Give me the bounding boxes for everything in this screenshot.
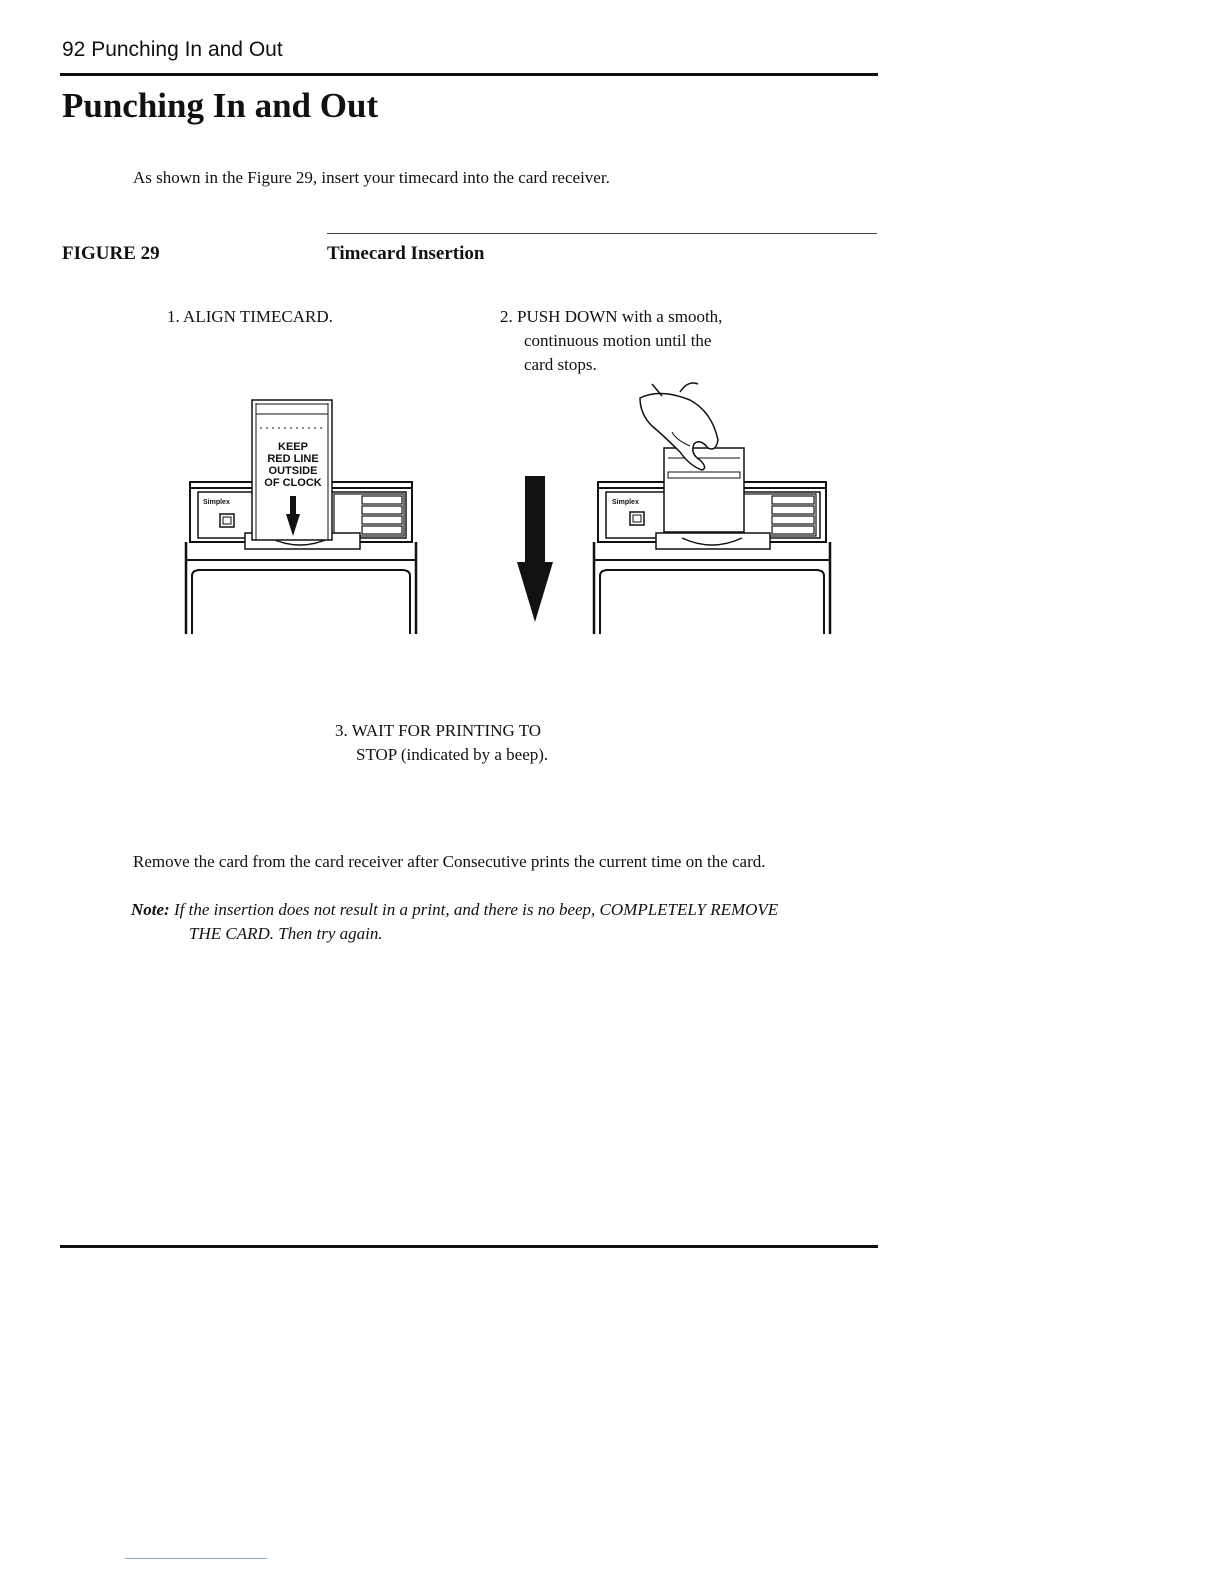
intro-paragraph: As shown in the Figure 29, insert your timecard into the card receiver. bbox=[133, 168, 610, 187]
step-2-line-2: continuous motion until the bbox=[524, 331, 712, 350]
card-text-2: RED LINE bbox=[267, 453, 319, 465]
remove-card-paragraph: Remove the card from the card receiver after Consecutive prints the current time on the card. bbox=[133, 852, 766, 871]
card-text-4: OF CLOCK bbox=[264, 477, 322, 489]
step-3-line-1: 3. WAIT FOR PRINTING TO bbox=[335, 721, 542, 740]
footer-rule bbox=[60, 1245, 878, 1248]
step-3-line-2: STOP (indicated by a beep). bbox=[356, 745, 549, 764]
figure-label: FIGURE 29 bbox=[62, 243, 160, 264]
figure-title: Timecard Insertion bbox=[327, 243, 485, 264]
step-1-caption: 1. ALIGN TIMECARD. bbox=[167, 307, 333, 326]
timecard-right bbox=[664, 448, 744, 532]
note-line-1: If the insertion does not result in a print, and there is no beep, COMPLETELY REMOVE bbox=[173, 900, 779, 919]
note-line-2: THE CARD. Then try again. bbox=[189, 924, 383, 943]
brand-label-left: Simplex bbox=[203, 499, 230, 506]
timecard-insertion-illustration bbox=[0, 0, 1224, 700]
card-text-1: KEEP bbox=[278, 441, 308, 453]
step-3-caption bbox=[335, 719, 548, 767]
push-down-arrow-icon bbox=[517, 476, 553, 622]
page-title: Punching In and Out bbox=[62, 86, 379, 125]
note-paragraph bbox=[131, 898, 891, 946]
running-head: 92 Punching In and Out bbox=[62, 38, 283, 61]
note-label: Note: bbox=[131, 900, 170, 919]
brand-label-right: Simplex bbox=[612, 499, 639, 506]
bottom-margin-mark bbox=[125, 1558, 267, 1559]
step-2-line-1: 2. PUSH DOWN with a smooth, bbox=[500, 307, 723, 326]
card-text-3: OUTSIDE bbox=[268, 465, 318, 477]
step-2-line-3: card stops. bbox=[524, 355, 597, 374]
